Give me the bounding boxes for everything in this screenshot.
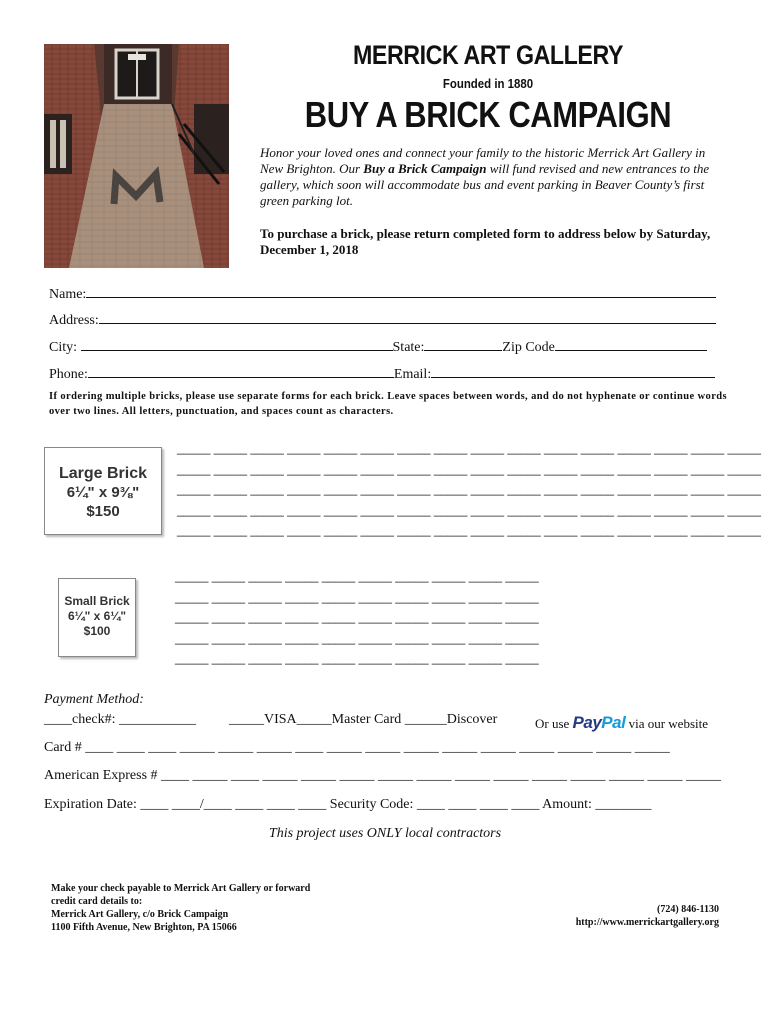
zip-field[interactable] <box>555 337 707 351</box>
campaign-name-bold: Buy a Brick Campaign <box>363 161 487 176</box>
deadline-notice: To purchase a brick, please return completed form to address below by Saturday, December 1, 2018 <box>260 226 711 257</box>
card-type-options[interactable]: _____VISA_____Master Card ______Discover <box>229 712 498 727</box>
founded-subtitle: Founded in 1880 <box>442 76 534 91</box>
inscription-line[interactable]: _____ _____ _____ _____ _____ _____ _____ _____ _____ _____ <box>175 610 539 624</box>
address-label: Address: <box>49 313 99 328</box>
name-label: Name: <box>49 287 87 302</box>
large-brick-box <box>44 447 162 535</box>
paypal-logo[interactable]: PayPal <box>572 713 626 732</box>
large-brick-price: $150 <box>86 502 120 520</box>
mailing-instructions: Make your check payable to Merrick Art Gallery or forward credit card details to: Merrick Art Gallery, c/o Brick Campaign 1100 Fifth Avenue, New Brighton, PA 15066 <box>51 883 311 933</box>
name-field[interactable] <box>86 284 716 298</box>
inscription-line[interactable]: _____ _____ _____ _____ _____ _____ _____ _____ _____ _____ <box>175 630 539 645</box>
expiration-security-amount-row[interactable]: Expiration Date: ____ ____/____ ____ ____ ____ Security Code: ____ ____ ____ ____ Amount: ________ <box>44 797 652 812</box>
small-brick-size: 6¼" x 6¼" <box>67 609 127 623</box>
state-field[interactable] <box>424 337 502 351</box>
large-brick-inscription-lines[interactable] <box>177 438 761 541</box>
inscription-line[interactable]: _____ _____ _____ _____ _____ _____ _____ _____ _____ _____ _____ _____ _____ _____ _____ _____ <box>177 502 761 517</box>
phone-field[interactable] <box>88 364 394 378</box>
inscription-line[interactable]: _____ _____ _____ _____ _____ _____ _____ _____ _____ _____ <box>175 569 539 583</box>
name-row <box>49 284 716 304</box>
state-label: State: <box>392 340 425 355</box>
city-field[interactable] <box>81 337 393 351</box>
gallery-title: MERRICK ART GALLERY <box>352 40 624 70</box>
email-field[interactable] <box>431 364 715 378</box>
paypal-row <box>535 713 708 733</box>
address-row <box>49 310 716 330</box>
inscription-line[interactable]: _____ _____ _____ _____ _____ _____ _____ _____ _____ _____ _____ _____ _____ _____ _____ _____ <box>177 482 761 496</box>
contact-info <box>576 903 719 929</box>
check-option[interactable]: ____check#: ___________ <box>44 712 197 727</box>
large-brick-name: Large Brick <box>58 465 148 482</box>
payment-heading: Payment Method: <box>44 692 144 707</box>
gallery-website-link[interactable]: http://www.merrickartgallery.org <box>575 917 719 928</box>
or-use-text: Or use <box>535 716 570 731</box>
small-brick-name: Small Brick <box>64 594 130 608</box>
inscription-line[interactable]: _____ _____ _____ _____ _____ _____ _____ _____ _____ _____ _____ _____ _____ _____ _____ _____ <box>177 441 761 455</box>
small-brick-box <box>58 578 136 657</box>
phone-label: Phone: <box>49 367 88 382</box>
inscription-line[interactable]: _____ _____ _____ _____ _____ _____ _____ _____ _____ _____ _____ _____ _____ _____ _____ _____ <box>177 461 761 476</box>
large-brick-size: 6¼" x 9⅜" <box>66 484 140 501</box>
zip-label: Zip Code <box>502 340 555 355</box>
address-field[interactable] <box>99 310 716 324</box>
card-number-row[interactable]: Card # ____ ____ ____ _____ _____ _____ ____ _____ _____ _____ _____ _____ _____ _____ _____ _____ <box>44 740 670 755</box>
city-label: City: <box>49 340 78 355</box>
inscription-line[interactable]: _____ _____ _____ _____ _____ _____ _____ _____ _____ _____ <box>175 651 539 665</box>
gallery-courtyard-photo <box>44 44 229 268</box>
inscription-line[interactable]: _____ _____ _____ _____ _____ _____ _____ _____ _____ _____ _____ _____ _____ _____ _____ _____ <box>177 523 761 537</box>
email-label: Email: <box>393 367 432 382</box>
gallery-phone: (724) 846-1130 <box>657 904 719 915</box>
small-brick-price: $100 <box>83 624 111 638</box>
intro-paragraph: Honor your loved ones and connect your family to the historic Merrick Art Gallery in New Brighton. Our Buy a Brick Campaign will fund revised and new entrances to the gallery, which soon will accommodate bus and event parking in Beaver County’s first green parking lot. <box>260 145 710 208</box>
inscription-line[interactable]: _____ _____ _____ _____ _____ _____ _____ _____ _____ _____ <box>175 589 539 604</box>
local-contractors-note: This project uses ONLY local contractors <box>268 826 502 841</box>
campaign-title: BUY A BRICK CAMPAIGN <box>304 94 672 135</box>
via-website-text: via our website <box>628 716 708 731</box>
city-row <box>49 337 707 357</box>
amex-number-row[interactable]: American Express # ____ _____ ____ _____ _____ _____ _____ _____ _____ _____ _____ _____ _____ _____ _____ <box>44 768 722 783</box>
phone-row <box>49 364 715 384</box>
small-brick-inscription-lines[interactable] <box>175 566 539 669</box>
brick-instructions: If ordering multiple bricks, please use separate forms for each brick. Leave spaces between words, and do not hyphenate or continue words over two lines. All letters, punctuation, and spaces count as characters. <box>49 391 727 417</box>
